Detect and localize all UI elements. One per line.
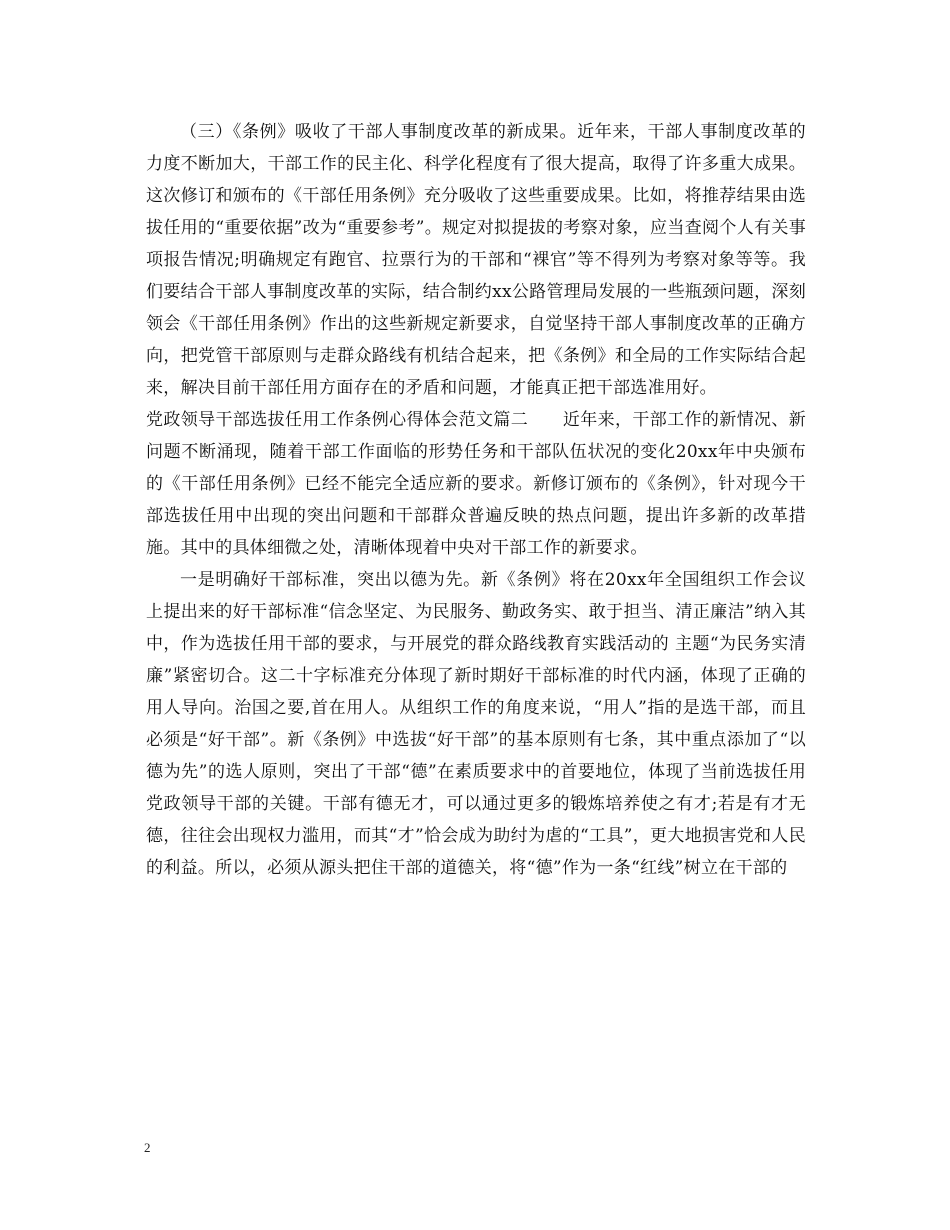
paragraph-regulation-reform: （三）《条例》吸收了干部人事制度改革的新成果。近年来，干部人事制度改革的力度不断加大，干部工作的民主化、科学化程度有了很大提高，取得了许多重大成果。这次修订和颁布的《干部任用条例》充分吸收了这些重要成果。比如，将推荐结果由选拔任用的“重要依据”改为“重要参考”。规定对拟提拔的考察对象，应当查阅个人有关事项报告情况;明确规定有跑官、拉票行为的干部和“裸官”等不得列为考察对象等等。我们要结合干部人事制度改革的实际，结合制约xx公路管理局发展的一些瓶颈问题，深刻领会《干部任用条例》作出的这些新规定新要求，自觉坚持干部人事制度改革的正确方向，把党管干部原则与走群众路线有机结合起来，把《条例》和全局的工作实际结合起来，解决目前干部任用方面存在的矛盾和问题，才能真正把干部选准用好。 — [146, 122, 806, 398]
paragraph-good-cadre-standard: 一是明确好干部标准，突出以德为先。新《条例》将在20xx年全国组织工作会议上提出来的好干部标准“信念坚定、为民服务、勤政务实、敢于担当、清正廉洁”纳入其中，作为选拔任用干部的要求，与开展党的群众路线教育实践活动的 主题“为民务实清廉”紧密切合。这二十字标准充分体现了新时期好干部标准的时代内涵，体现了正确的用人导向。治国之要,首在用人。从组织工作的角度来说，“用人”指的是选干部，而且必须是“好干部”。新《条例》中选拔“好干部”的基本原则有七条，其中重点添加了“以德为先”的选人原则，突出了干部“德”在素质要求中的首要地位，体现了当前选拔任用党政领导干部的关键。干部有德无才，可以通过更多的锻炼培养使之有才;若是有才无德，往往会出现权力滥用，而其“才”恰会成为助纣为虐的“工具”，更大地损害党和人民的利益。所以，必须从源头把住干部的道德关，将“德”作为一条“红线”树立在干部的 — [146, 570, 806, 878]
document-body — [146, 116, 806, 884]
page-number: 2 — [144, 1140, 151, 1155]
paragraph-essay-two-intro: 党政领导干部选拔任用工作条例心得体会范文篇二 近年来，干部工作的新情况、新问题不断涌现，随着干部工作面临的形势任务和干部队伍状况的变化20xx年中央颁布的《干部任用条例》已经不能完全适应新的要求。新修订颁布的《条例》，针对现今干部选拔任用中出现的突出问题和干部群众普遍反映的热点问题，提出许多新的改革措施。其中的具体细微之处，清晰体现着中央对干部工作的新要求。 — [146, 410, 806, 558]
